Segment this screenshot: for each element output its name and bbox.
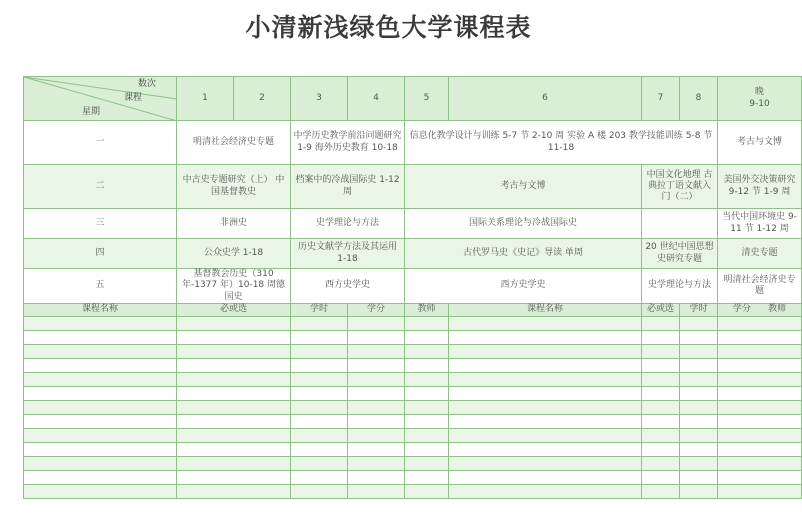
course-list-cell (291, 456, 348, 470)
course-list-cell (449, 386, 642, 400)
course-list-cell (291, 400, 348, 414)
course-list-cell (405, 442, 449, 456)
course-cell: 中古史专题研究（上） 中国基督教史 (177, 165, 291, 209)
period-5: 5 (405, 77, 449, 121)
course-list-cell (642, 400, 680, 414)
course-list-cell (449, 442, 642, 456)
course-list-cell (718, 442, 802, 456)
course-list-cell (24, 428, 177, 442)
course-list-cell (642, 372, 680, 386)
course-list-cell (680, 428, 718, 442)
course-list-cell (642, 442, 680, 456)
course-list-cell (642, 330, 680, 344)
course-list-cell (680, 414, 718, 428)
course-list-cell (642, 428, 680, 442)
course-list-cell (449, 400, 642, 414)
course-list-cell (291, 414, 348, 428)
header-credits: 学分 (732, 304, 751, 315)
day-row-mon (24, 121, 802, 165)
day-row-thu (24, 239, 802, 269)
course-list-cell (177, 456, 291, 470)
period-1: 1 (177, 77, 234, 121)
course-list-cell (177, 484, 291, 498)
course-list-row (24, 428, 802, 442)
course-cell: 20 世纪中国思想史研究专题 (642, 239, 718, 269)
course-list-cell (24, 484, 177, 498)
course-list-cell (405, 330, 449, 344)
course-list-cell (24, 386, 177, 400)
course-list-cell (642, 386, 680, 400)
period-2: 2 (234, 77, 291, 121)
course-cell: 史学理论与方法 (291, 209, 405, 239)
header-required: 必或选 (642, 303, 680, 316)
course-list-cell (718, 386, 802, 400)
course-list-cell (405, 428, 449, 442)
course-list-body (24, 316, 802, 498)
header-row (24, 77, 802, 121)
course-cell: 档案中的冷战国际史 1-12 周 (291, 165, 405, 209)
course-list-cell (642, 470, 680, 484)
course-list-cell (718, 414, 802, 428)
corner-label-course: 课程 (123, 93, 142, 103)
course-list-cell (449, 414, 642, 428)
course-list-cell (291, 316, 348, 330)
course-list-cell (449, 316, 642, 330)
course-list-cell (177, 428, 291, 442)
course-list-cell (718, 428, 802, 442)
period-6: 6 (449, 77, 642, 121)
schedule-table (23, 76, 802, 499)
course-list-cell (291, 344, 348, 358)
course-cell: 明清社会经济史专题 (177, 121, 291, 165)
course-list-cell (24, 372, 177, 386)
course-list-cell (405, 484, 449, 498)
course-cell: 美国外交决策研究 9-12 节 1-9 周 (718, 165, 802, 209)
course-cell: 明清社会经济史专题 (718, 269, 802, 304)
header-credits-teacher (718, 303, 802, 316)
evening-range: 9-10 (749, 98, 770, 109)
day-label: 四 (24, 239, 177, 269)
course-list-cell (291, 386, 348, 400)
corner-label-weekday: 星期 (82, 106, 101, 117)
course-list-cell (449, 358, 642, 372)
page-title: 小清新浅绿色大学课程表 (245, 13, 532, 42)
course-list-cell (449, 330, 642, 344)
course-list-row (24, 484, 802, 498)
course-cell: 公众史学 1-18 (177, 239, 291, 269)
course-list-cell (449, 470, 642, 484)
course-cell: 古代罗马史《史记》导读 单周 (405, 239, 642, 269)
course-list-cell (449, 344, 642, 358)
course-list-cell (24, 344, 177, 358)
course-list-cell (449, 456, 642, 470)
header-hours: 学时 (291, 303, 348, 316)
course-list-cell (24, 442, 177, 456)
course-list-cell (718, 358, 802, 372)
day-label: 二 (24, 165, 177, 209)
course-list-row (24, 456, 802, 470)
course-list-cell (718, 456, 802, 470)
course-list-row (24, 372, 802, 386)
course-list-cell (177, 316, 291, 330)
course-list-cell (24, 316, 177, 330)
course-list-cell (405, 456, 449, 470)
period-evening (718, 77, 802, 121)
course-list-cell (348, 330, 405, 344)
course-list-cell (177, 470, 291, 484)
course-list-cell (405, 358, 449, 372)
course-list-cell (291, 358, 348, 372)
course-list-cell (718, 372, 802, 386)
course-cell: 基督教会历史（310 年-1377 年）10-18 周德国史 (177, 269, 291, 304)
course-cell: 非洲史 (177, 209, 291, 239)
course-list-cell (24, 470, 177, 484)
course-list-cell (718, 400, 802, 414)
header-required: 必或选 (177, 303, 291, 316)
period-3: 3 (291, 77, 348, 121)
course-list-row (24, 470, 802, 484)
course-list-cell (405, 386, 449, 400)
course-list-cell (405, 344, 449, 358)
day-label: 一 (24, 121, 177, 165)
course-list-cell (642, 316, 680, 330)
course-list-cell (449, 484, 642, 498)
course-list-cell (177, 358, 291, 372)
course-list-cell (177, 386, 291, 400)
course-list-cell (291, 330, 348, 344)
course-cell: 当代中国环境史 9-11 节 1-12 周 (718, 209, 802, 239)
header-teacher: 教师 (768, 304, 787, 315)
course-list-row (24, 358, 802, 372)
course-list-cell (348, 372, 405, 386)
course-list-cell (718, 470, 802, 484)
header-course-name: 课程名称 (449, 303, 642, 316)
course-list-header (24, 303, 802, 316)
course-list-cell (24, 414, 177, 428)
course-list-cell (177, 372, 291, 386)
course-list-cell (718, 484, 802, 498)
course-list-cell (642, 484, 680, 498)
course-list-cell (291, 484, 348, 498)
course-list-cell (405, 400, 449, 414)
course-list-row (24, 414, 802, 428)
course-list-row (24, 386, 802, 400)
course-list-row (24, 316, 802, 330)
course-list-cell (642, 358, 680, 372)
course-list-cell (177, 442, 291, 456)
course-cell: 史学理论与方法 (642, 269, 718, 304)
course-list-row (24, 442, 802, 456)
course-list-cell (291, 372, 348, 386)
course-list-cell (680, 316, 718, 330)
course-list-cell (680, 470, 718, 484)
course-list-cell (177, 330, 291, 344)
course-list-cell (348, 456, 405, 470)
course-list-cell (24, 400, 177, 414)
day-label: 五 (24, 269, 177, 304)
course-list-cell (680, 484, 718, 498)
period-8: 8 (680, 77, 718, 121)
course-list-cell (405, 470, 449, 484)
period-4: 4 (348, 77, 405, 121)
course-cell-empty (642, 209, 718, 239)
course-list-cell (348, 470, 405, 484)
course-list-cell (291, 428, 348, 442)
header-credits: 学分 (348, 303, 405, 316)
course-list-cell (405, 316, 449, 330)
course-cell: 西方史学史 (405, 269, 642, 304)
day-row-fri (24, 269, 802, 304)
period-7: 7 (642, 77, 680, 121)
course-cell: 清史专题 (718, 239, 802, 269)
course-list-cell (680, 330, 718, 344)
course-cell: 中学历史教学前沿问题研究 1-9 海外历史教育 10-18 (291, 121, 405, 165)
course-list-cell (348, 386, 405, 400)
course-list-cell (24, 330, 177, 344)
course-list-cell (348, 428, 405, 442)
course-list-cell (405, 414, 449, 428)
course-list-cell (680, 344, 718, 358)
corner-label-periods: 数次 (137, 79, 156, 89)
course-list-row (24, 330, 802, 344)
course-list-cell (680, 386, 718, 400)
course-cell: 考古与文博 (405, 165, 642, 209)
course-list-cell (348, 316, 405, 330)
day-row-tue (24, 165, 802, 209)
course-cell: 信息化教学设计与训练 5-7 节 2-10 周 实验 A 楼 203 教学技能训练 5-8 节 11-18 (405, 121, 718, 165)
course-list-cell (348, 400, 405, 414)
course-list-cell (680, 442, 718, 456)
course-list-cell (680, 400, 718, 414)
course-list-cell (680, 372, 718, 386)
course-list-cell (642, 414, 680, 428)
course-list-cell (642, 456, 680, 470)
course-list-cell (291, 442, 348, 456)
course-cell: 西方史学史 (291, 269, 405, 304)
evening-label: 晚 (754, 87, 764, 98)
course-list-cell (348, 344, 405, 358)
course-list-cell (642, 344, 680, 358)
course-list-cell (177, 414, 291, 428)
course-list-cell (449, 428, 642, 442)
course-list-cell (177, 400, 291, 414)
course-list-cell (449, 372, 642, 386)
course-cell: 考古与文博 (718, 121, 802, 165)
course-list-cell (348, 484, 405, 498)
course-list-cell (348, 442, 405, 456)
course-list-cell (405, 372, 449, 386)
course-list-cell (718, 344, 802, 358)
header-teacher: 教师 (405, 303, 449, 316)
course-list-cell (680, 456, 718, 470)
course-cell: 国际关系理论与冷战国际史 (405, 209, 642, 239)
day-row-wed (24, 209, 802, 239)
header-hours: 学时 (680, 303, 718, 316)
course-list-cell (177, 344, 291, 358)
course-list-row (24, 400, 802, 414)
course-cell: 历史文献学方法及其运用 1-18 (291, 239, 405, 269)
course-list-cell (718, 316, 802, 330)
corner-cell (24, 77, 177, 121)
course-list-row (24, 344, 802, 358)
header-course-name: 课程名称 (24, 303, 177, 316)
course-list-cell (348, 414, 405, 428)
course-cell: 中国文化地理 古典拉丁语文献入门（二） (642, 165, 718, 209)
course-list-cell (24, 456, 177, 470)
course-list-cell (718, 330, 802, 344)
course-list-cell (291, 470, 348, 484)
course-list-cell (680, 358, 718, 372)
day-label: 三 (24, 209, 177, 239)
course-list-cell (348, 358, 405, 372)
course-list-cell (24, 358, 177, 372)
